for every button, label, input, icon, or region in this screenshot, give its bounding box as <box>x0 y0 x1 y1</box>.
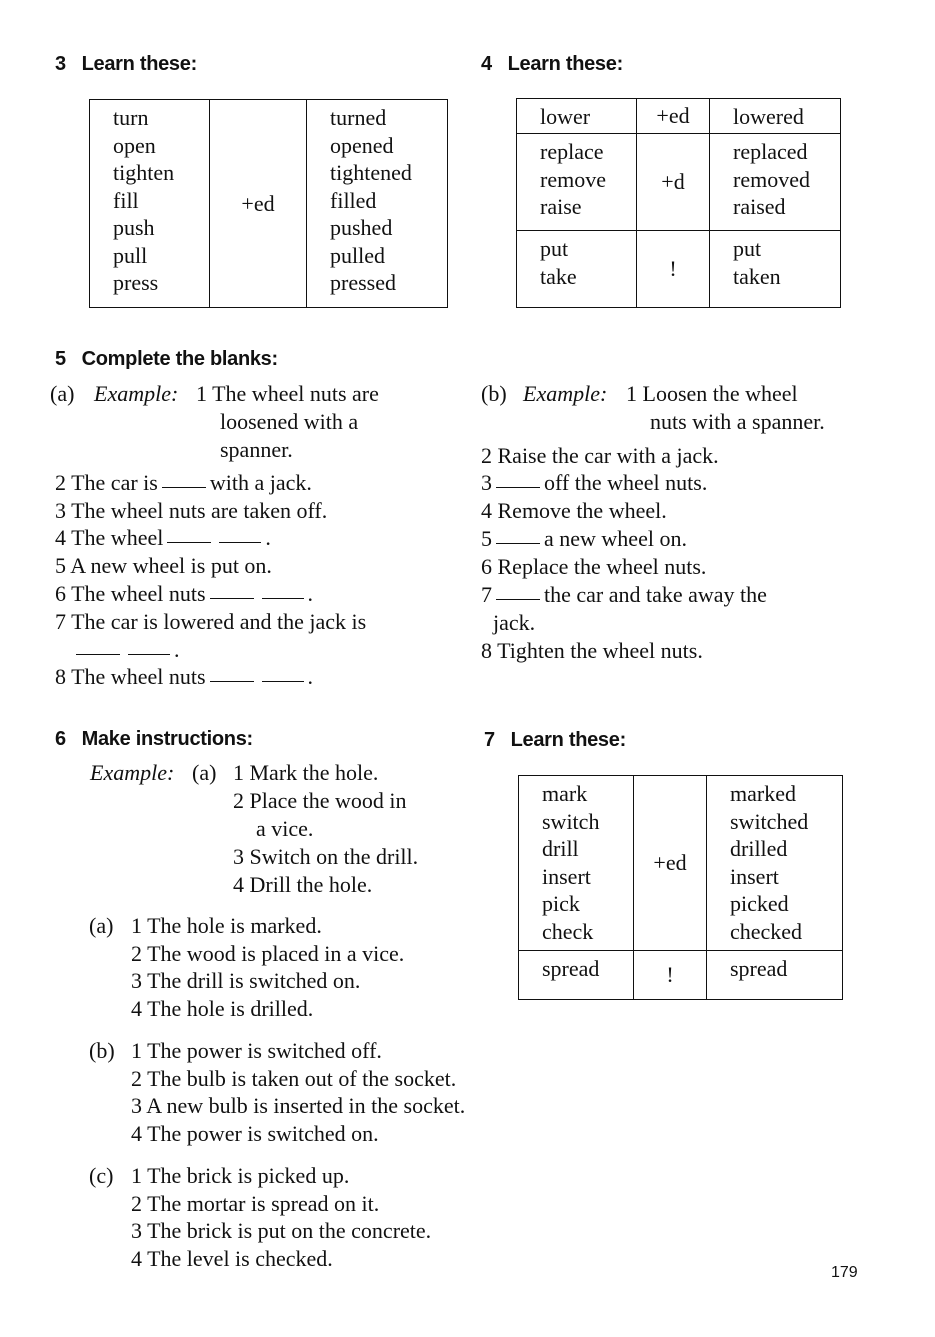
verb-table-3 <box>89 99 448 308</box>
verb-form: fill <box>113 187 139 213</box>
past-forms-cell <box>707 951 843 1000</box>
example-line: 1 The wheel nuts are <box>196 381 379 406</box>
instruction-line: 2 The wood is placed in a vice. <box>131 940 405 966</box>
exercise-line: 2 Raise the car with a jack. <box>481 443 719 468</box>
verb-form: put <box>540 236 569 261</box>
verb-form: turn <box>113 105 149 130</box>
section-number: 5 <box>55 348 66 370</box>
base-verbs <box>540 103 636 131</box>
page-number: 179 <box>831 1264 858 1281</box>
suffix-cell: +ed <box>210 100 307 308</box>
verb-form: drilled <box>730 836 788 861</box>
verb-form: removed <box>733 166 810 192</box>
verb-form: insert <box>730 863 779 889</box>
past-forms <box>730 780 842 945</box>
verb-form: pushed <box>330 215 393 240</box>
example-sub-label: (a) <box>192 760 217 785</box>
past-forms-cell <box>710 134 841 231</box>
base-verbs <box>540 235 636 290</box>
section-number: 7 <box>484 729 495 751</box>
example-line: loosened with a <box>220 409 359 434</box>
section-6-heading <box>55 725 253 753</box>
past-forms <box>730 955 842 983</box>
verb-form: marked <box>730 781 796 806</box>
verb-form: checked <box>730 918 803 944</box>
instruction-line: 2 The bulb is taken out of the socket. <box>131 1065 457 1091</box>
past-forms <box>330 104 447 297</box>
section-number: 3 <box>55 53 66 75</box>
line-text: . <box>174 637 180 662</box>
base-verbs-cell <box>517 231 637 308</box>
exercise-line <box>481 525 687 553</box>
exercise-line <box>55 663 313 691</box>
verb-form: put <box>733 236 762 261</box>
verb-form: pull <box>113 242 148 268</box>
line-text: 3 <box>481 470 492 495</box>
base-verbs-cell <box>517 134 637 231</box>
exercise-line: 7 The car is lowered and the jack is <box>55 609 367 634</box>
verb-form: raised <box>733 194 786 219</box>
past-forms <box>733 138 840 221</box>
verb-form: lower <box>540 104 591 129</box>
instruction-line: 4 The level is checked. <box>131 1245 333 1271</box>
base-verbs-cell <box>519 951 634 1000</box>
verb-form: replaced <box>733 139 808 164</box>
base-verbs <box>542 780 633 945</box>
section-number: 6 <box>55 728 66 750</box>
exercise-line: 8 Tighten the wheel nuts. <box>481 638 703 663</box>
exercise-line: 3 The wheel nuts are taken off. <box>55 498 328 523</box>
verb-form: spread <box>542 956 600 981</box>
verb-form: remove <box>540 166 606 192</box>
instruction-line: 4 The hole is drilled. <box>131 995 314 1021</box>
verb-table-7 <box>518 775 843 1000</box>
section-title: Make instructions: <box>81 728 253 750</box>
example-label: Example: <box>94 381 179 406</box>
example-line: a vice. <box>256 816 314 841</box>
example-label: Example: <box>523 381 608 406</box>
line-text: 4 The wheel <box>55 525 164 550</box>
instruction-line: 3 A new bulb is inserted in the socket. <box>131 1093 466 1118</box>
blank <box>496 542 540 544</box>
verb-form: mark <box>542 781 588 806</box>
verb-form: tighten <box>113 160 175 185</box>
section-7-heading <box>484 726 626 754</box>
blank <box>162 486 206 488</box>
exercise-line: 5 A new wheel is put on. <box>55 553 272 578</box>
exercise-line <box>481 469 707 497</box>
blank <box>219 541 261 543</box>
past-forms-cell <box>707 776 843 951</box>
exercise-line: 6 Replace the wheel nuts. <box>481 554 707 579</box>
verb-form: raise <box>540 194 582 219</box>
group-label: (a) <box>89 913 114 938</box>
line-text: off the wheel nuts. <box>544 470 708 495</box>
suffix-cell: +d <box>637 134 710 231</box>
verb-form: take <box>540 263 577 289</box>
instruction-line: 1 The power is switched off. <box>131 1038 382 1063</box>
suffix-cell: ! <box>637 231 710 308</box>
blank <box>167 541 211 543</box>
suffix-cell: ! <box>634 951 707 1000</box>
section-5-heading <box>55 345 278 373</box>
section-3-heading <box>55 50 197 78</box>
verb-form: opened <box>330 132 394 158</box>
verb-form: pressed <box>330 270 396 295</box>
example-label: Example: <box>90 760 175 785</box>
base-verbs <box>113 104 209 297</box>
blank <box>262 680 304 682</box>
example-line: 1 Mark the hole. <box>233 760 379 785</box>
verb-form: spread <box>730 956 788 981</box>
exercise-line <box>55 580 313 608</box>
instruction-line: 1 The hole is marked. <box>131 913 322 938</box>
group-label: (b) <box>89 1038 115 1063</box>
verb-form: lowered <box>733 104 804 129</box>
verb-form: check <box>542 918 594 944</box>
verb-form: replace <box>540 139 604 164</box>
suffix-cell: +ed <box>634 776 707 951</box>
blank <box>210 597 254 599</box>
line-text: 5 <box>481 526 492 551</box>
line-text: . <box>307 581 314 606</box>
blank <box>128 653 170 655</box>
verb-form: picked <box>730 891 789 916</box>
verb-row <box>517 99 841 134</box>
line-text: 8 The wheel nuts <box>55 664 206 689</box>
line-text: the car and take away the <box>544 582 767 607</box>
section-4-heading <box>481 50 623 78</box>
line-text: 2 The car is <box>55 470 158 495</box>
base-verbs-cell <box>517 99 637 134</box>
verb-form: press <box>113 270 159 295</box>
instruction-line: 3 The brick is put on the concrete. <box>131 1218 432 1243</box>
verb-form: turned <box>330 105 387 130</box>
base-verbs <box>542 955 633 983</box>
instruction-line: 3 The drill is switched on. <box>131 968 361 993</box>
exercise-line <box>55 469 312 497</box>
verb-row <box>519 951 843 1000</box>
verb-form: open <box>113 132 156 158</box>
past-forms-cell <box>710 231 841 308</box>
example-line: 4 Drill the hole. <box>233 872 373 897</box>
blank <box>496 598 540 600</box>
section-number: 4 <box>481 53 492 75</box>
line-text: 6 The wheel nuts <box>55 581 206 606</box>
verb-form: switch <box>542 808 600 834</box>
blank <box>262 597 304 599</box>
line-text: with a jack. <box>209 470 312 495</box>
section-title: Learn these: <box>510 729 626 751</box>
base-verbs-cell <box>519 776 634 951</box>
exercise-line: 4 Remove the wheel. <box>481 498 667 523</box>
base-verbs <box>540 138 636 221</box>
exercise-line: jack. <box>493 610 536 635</box>
verb-row <box>517 134 841 231</box>
exercise-line <box>72 636 180 664</box>
example-line: 1 Loosen the wheel <box>626 381 798 406</box>
section-title: Learn these: <box>507 53 623 75</box>
group-label: (c) <box>89 1163 114 1188</box>
example-line: 2 Place the wood in <box>233 788 407 813</box>
line-text: . <box>265 525 271 550</box>
label-5b: (b) <box>481 381 507 406</box>
instruction-line: 1 The brick is picked up. <box>131 1163 350 1188</box>
blank <box>76 653 120 655</box>
example-line: spanner. <box>220 437 293 462</box>
blank <box>496 486 540 488</box>
verb-row <box>517 231 841 308</box>
past-forms <box>733 103 840 131</box>
label-5a: (a) <box>50 381 75 406</box>
exercise-line <box>55 524 271 552</box>
verb-row <box>519 776 843 951</box>
past-forms-col <box>307 100 448 308</box>
exercise-line <box>481 581 767 609</box>
verb-form: pulled <box>330 242 385 268</box>
instruction-line: 2 The mortar is spread on it. <box>131 1190 380 1216</box>
verb-form: insert <box>542 863 591 889</box>
line-text: a new wheel on. <box>544 526 687 551</box>
verb-form: switched <box>730 808 809 834</box>
example-line: nuts with a spanner. <box>650 409 825 434</box>
verb-form: filled <box>330 187 377 213</box>
verb-form: drill <box>542 836 579 861</box>
blank <box>210 680 254 682</box>
verb-form: tightened <box>330 160 412 185</box>
suffix-cell: +ed <box>637 99 710 134</box>
verb-form: pick <box>542 891 580 916</box>
example-line: 3 Switch on the drill. <box>233 844 419 869</box>
line-text: 7 <box>481 582 492 607</box>
verb-table-4 <box>516 98 841 308</box>
line-text: . <box>307 664 314 689</box>
base-verbs-col <box>90 100 210 308</box>
verb-form: taken <box>733 263 781 289</box>
past-forms <box>733 235 840 290</box>
verb-form: push <box>113 215 155 240</box>
past-forms-cell <box>710 99 841 134</box>
section-title: Learn these: <box>81 53 197 75</box>
section-title: Complete the blanks: <box>81 348 278 370</box>
instruction-line: 4 The power is switched on. <box>131 1120 379 1146</box>
